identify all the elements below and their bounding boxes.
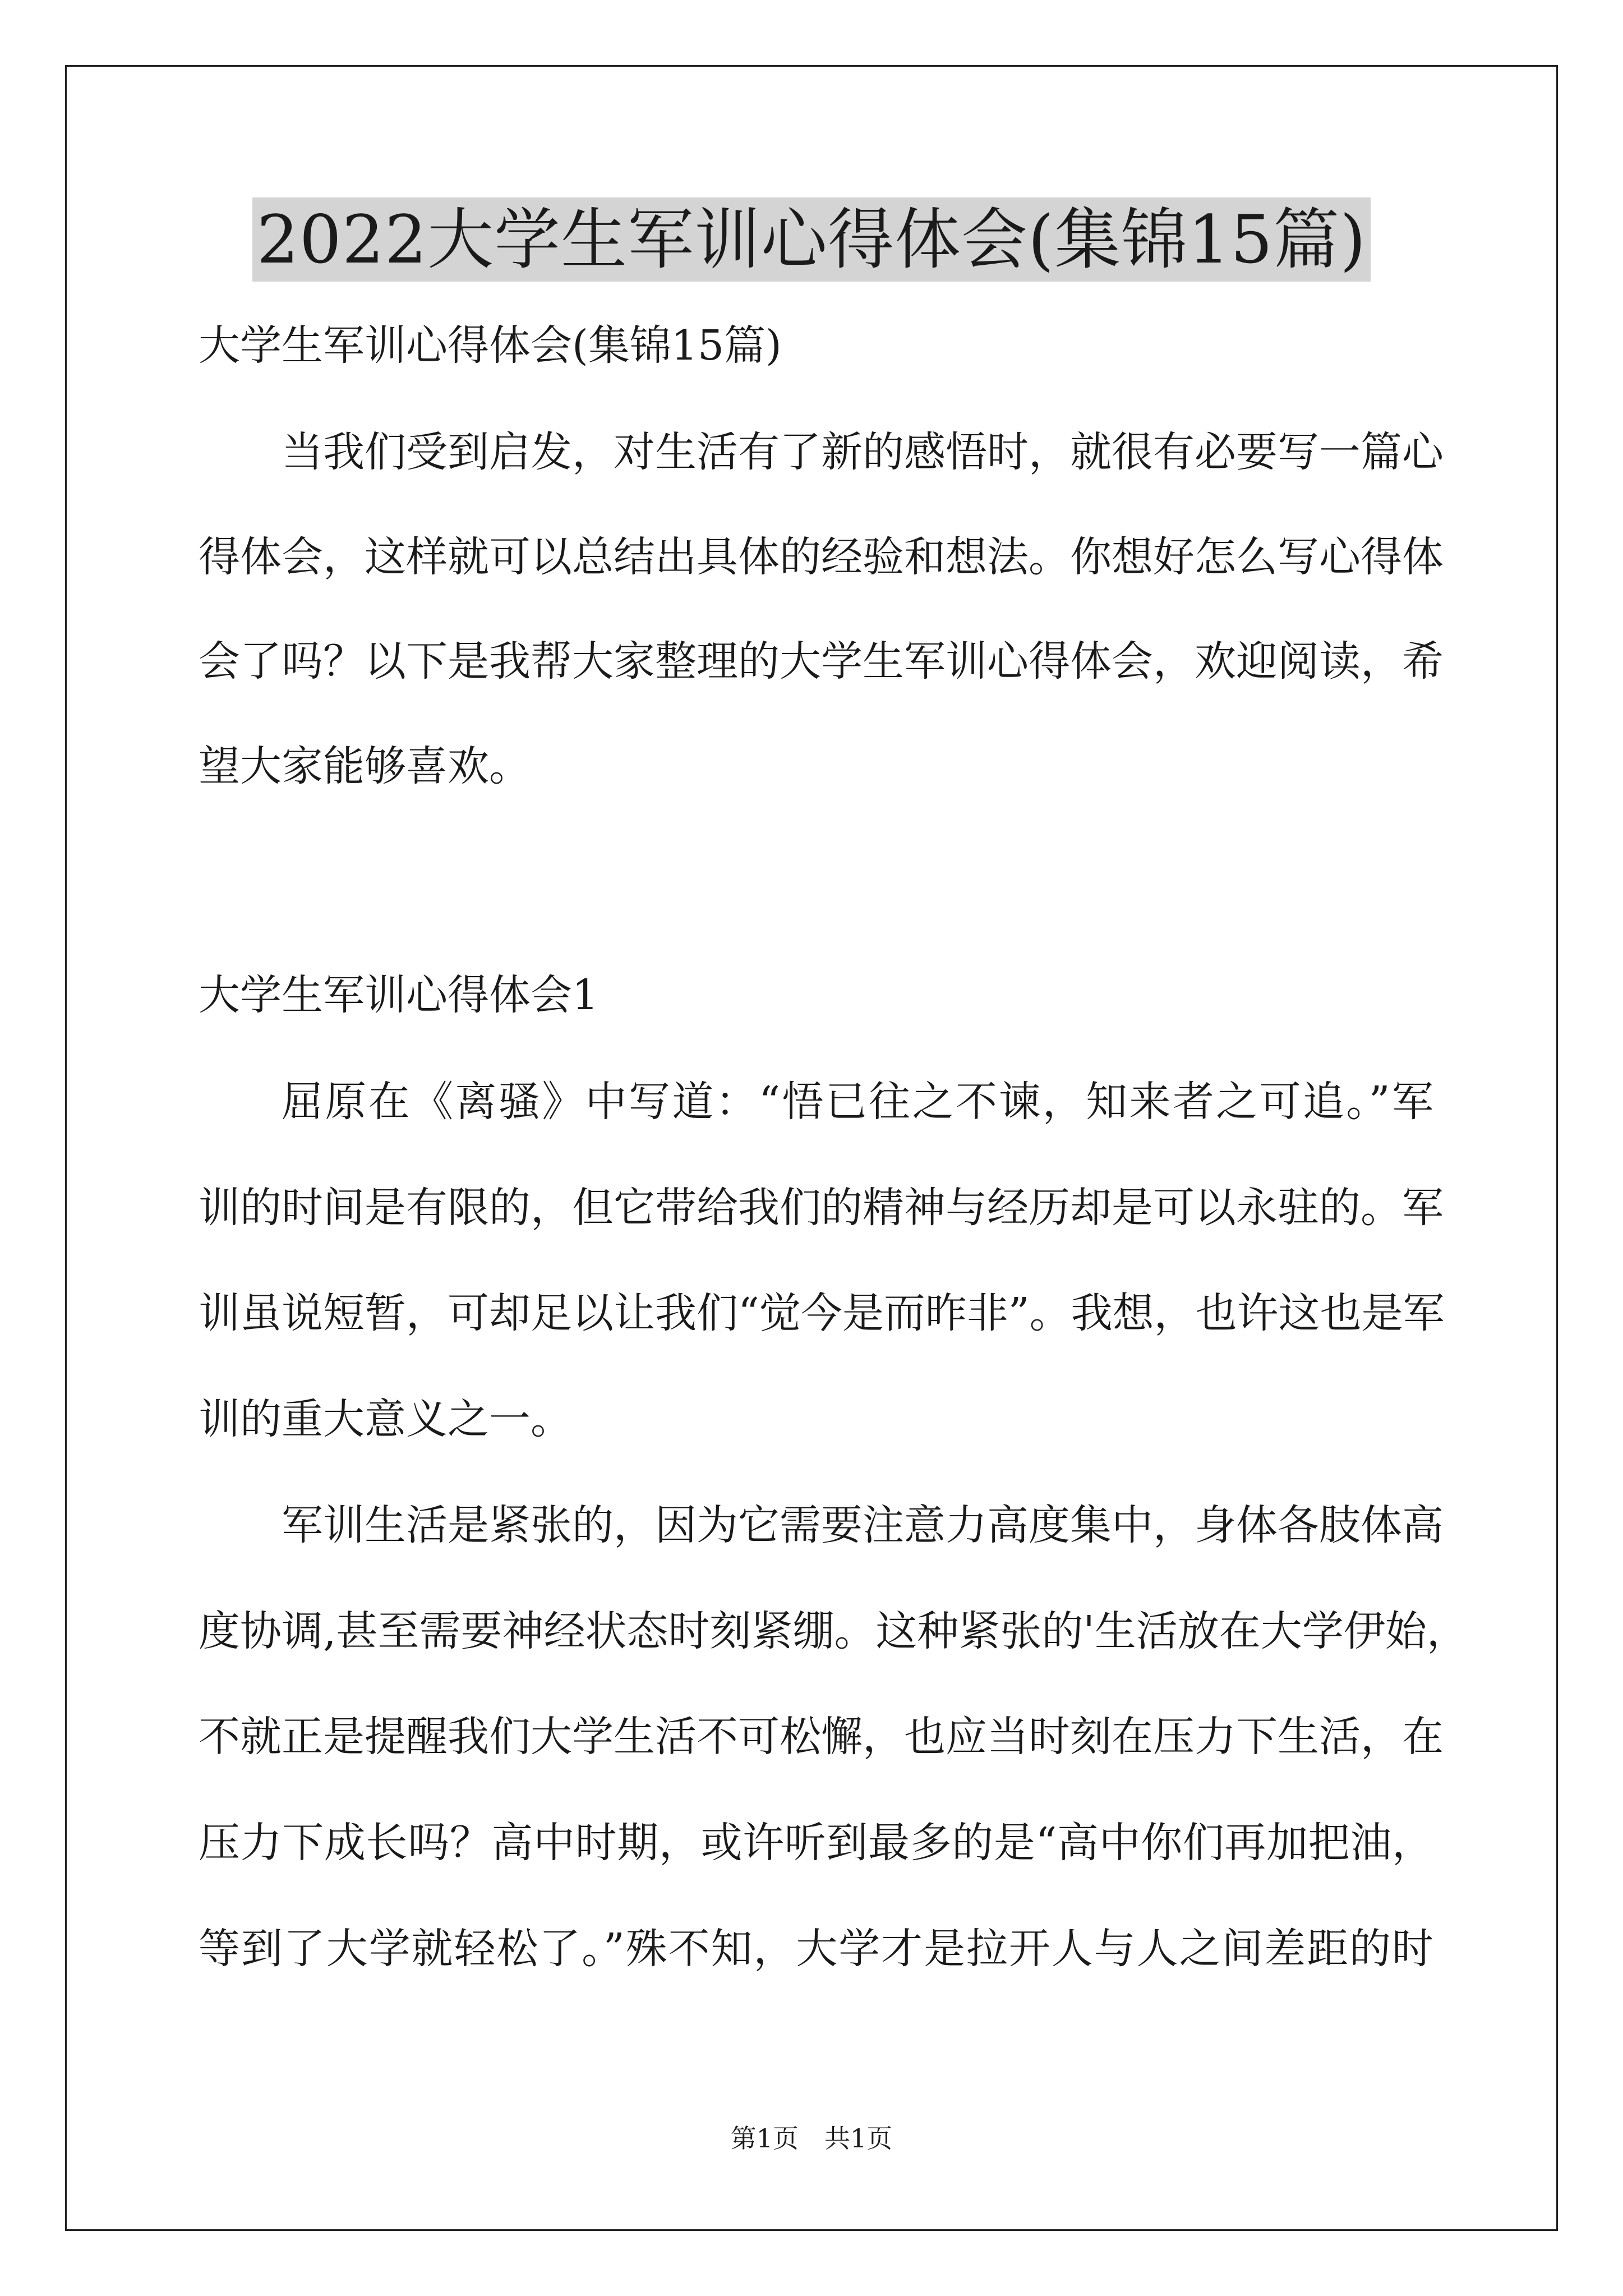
- paragraph-line: 训的时间是有限的，但它带给我们的精神与经历却是可以永驻的。军: [199, 1184, 1444, 1232]
- page-number-footer: 第1页 共1页: [730, 2123, 893, 2154]
- paragraph-line: 当我们受到启发，对生活有了新的感悟时，就很有必要写一篇心: [282, 428, 1444, 476]
- paragraph-line: 度协调,甚至需要神经状态时刻紧绷。这种紧张的'生活放在大学伊始，: [199, 1607, 1468, 1655]
- title-container: [0, 197, 1623, 282]
- paragraph-line: 军训生活是紧张的，因为它需要注意力高度集中，身体各肢体高: [282, 1501, 1444, 1549]
- page-border: [65, 65, 1558, 2231]
- paragraph-line: 训虽说短暂，可却足以让我们“觉今是而昨非”。我想，也许这也是军: [199, 1289, 1445, 1337]
- section-heading: 大学生军训心得体会1: [199, 971, 599, 1019]
- subtitle-line: 大学生军训心得体会(集锦15篇): [199, 321, 782, 370]
- paragraph-line: 会了吗？以下是我帮大家整理的大学生军训心得体会，欢迎阅读，希: [199, 637, 1444, 685]
- paragraph-line: 训的重大意义之一。: [199, 1395, 572, 1443]
- paragraph-line: 压力下成长吗？高中时期，或许听到最多的是“高中你们再加把油，: [199, 1819, 1433, 1867]
- paragraph-line: 等到了大学就轻松了。”殊不知，大学才是拉开人与人之间差距的时: [199, 1925, 1433, 1973]
- paragraph-line: 望大家能够喜欢。: [199, 742, 531, 790]
- paragraph-line: 不就正是提醒我们大学生活不可松懈，也应当时刻在压力下生活，在: [199, 1713, 1444, 1761]
- paragraph-line: 得体会，这样就可以总结出具体的经验和想法。你想好怎么写心得体: [199, 533, 1444, 581]
- paragraph-line: 屈原在《离骚》中写道：“悟已往之不谏，知来者之可追。”军: [282, 1078, 1433, 1126]
- document-title: 2022大学生军训心得体会(集锦15篇): [252, 197, 1371, 282]
